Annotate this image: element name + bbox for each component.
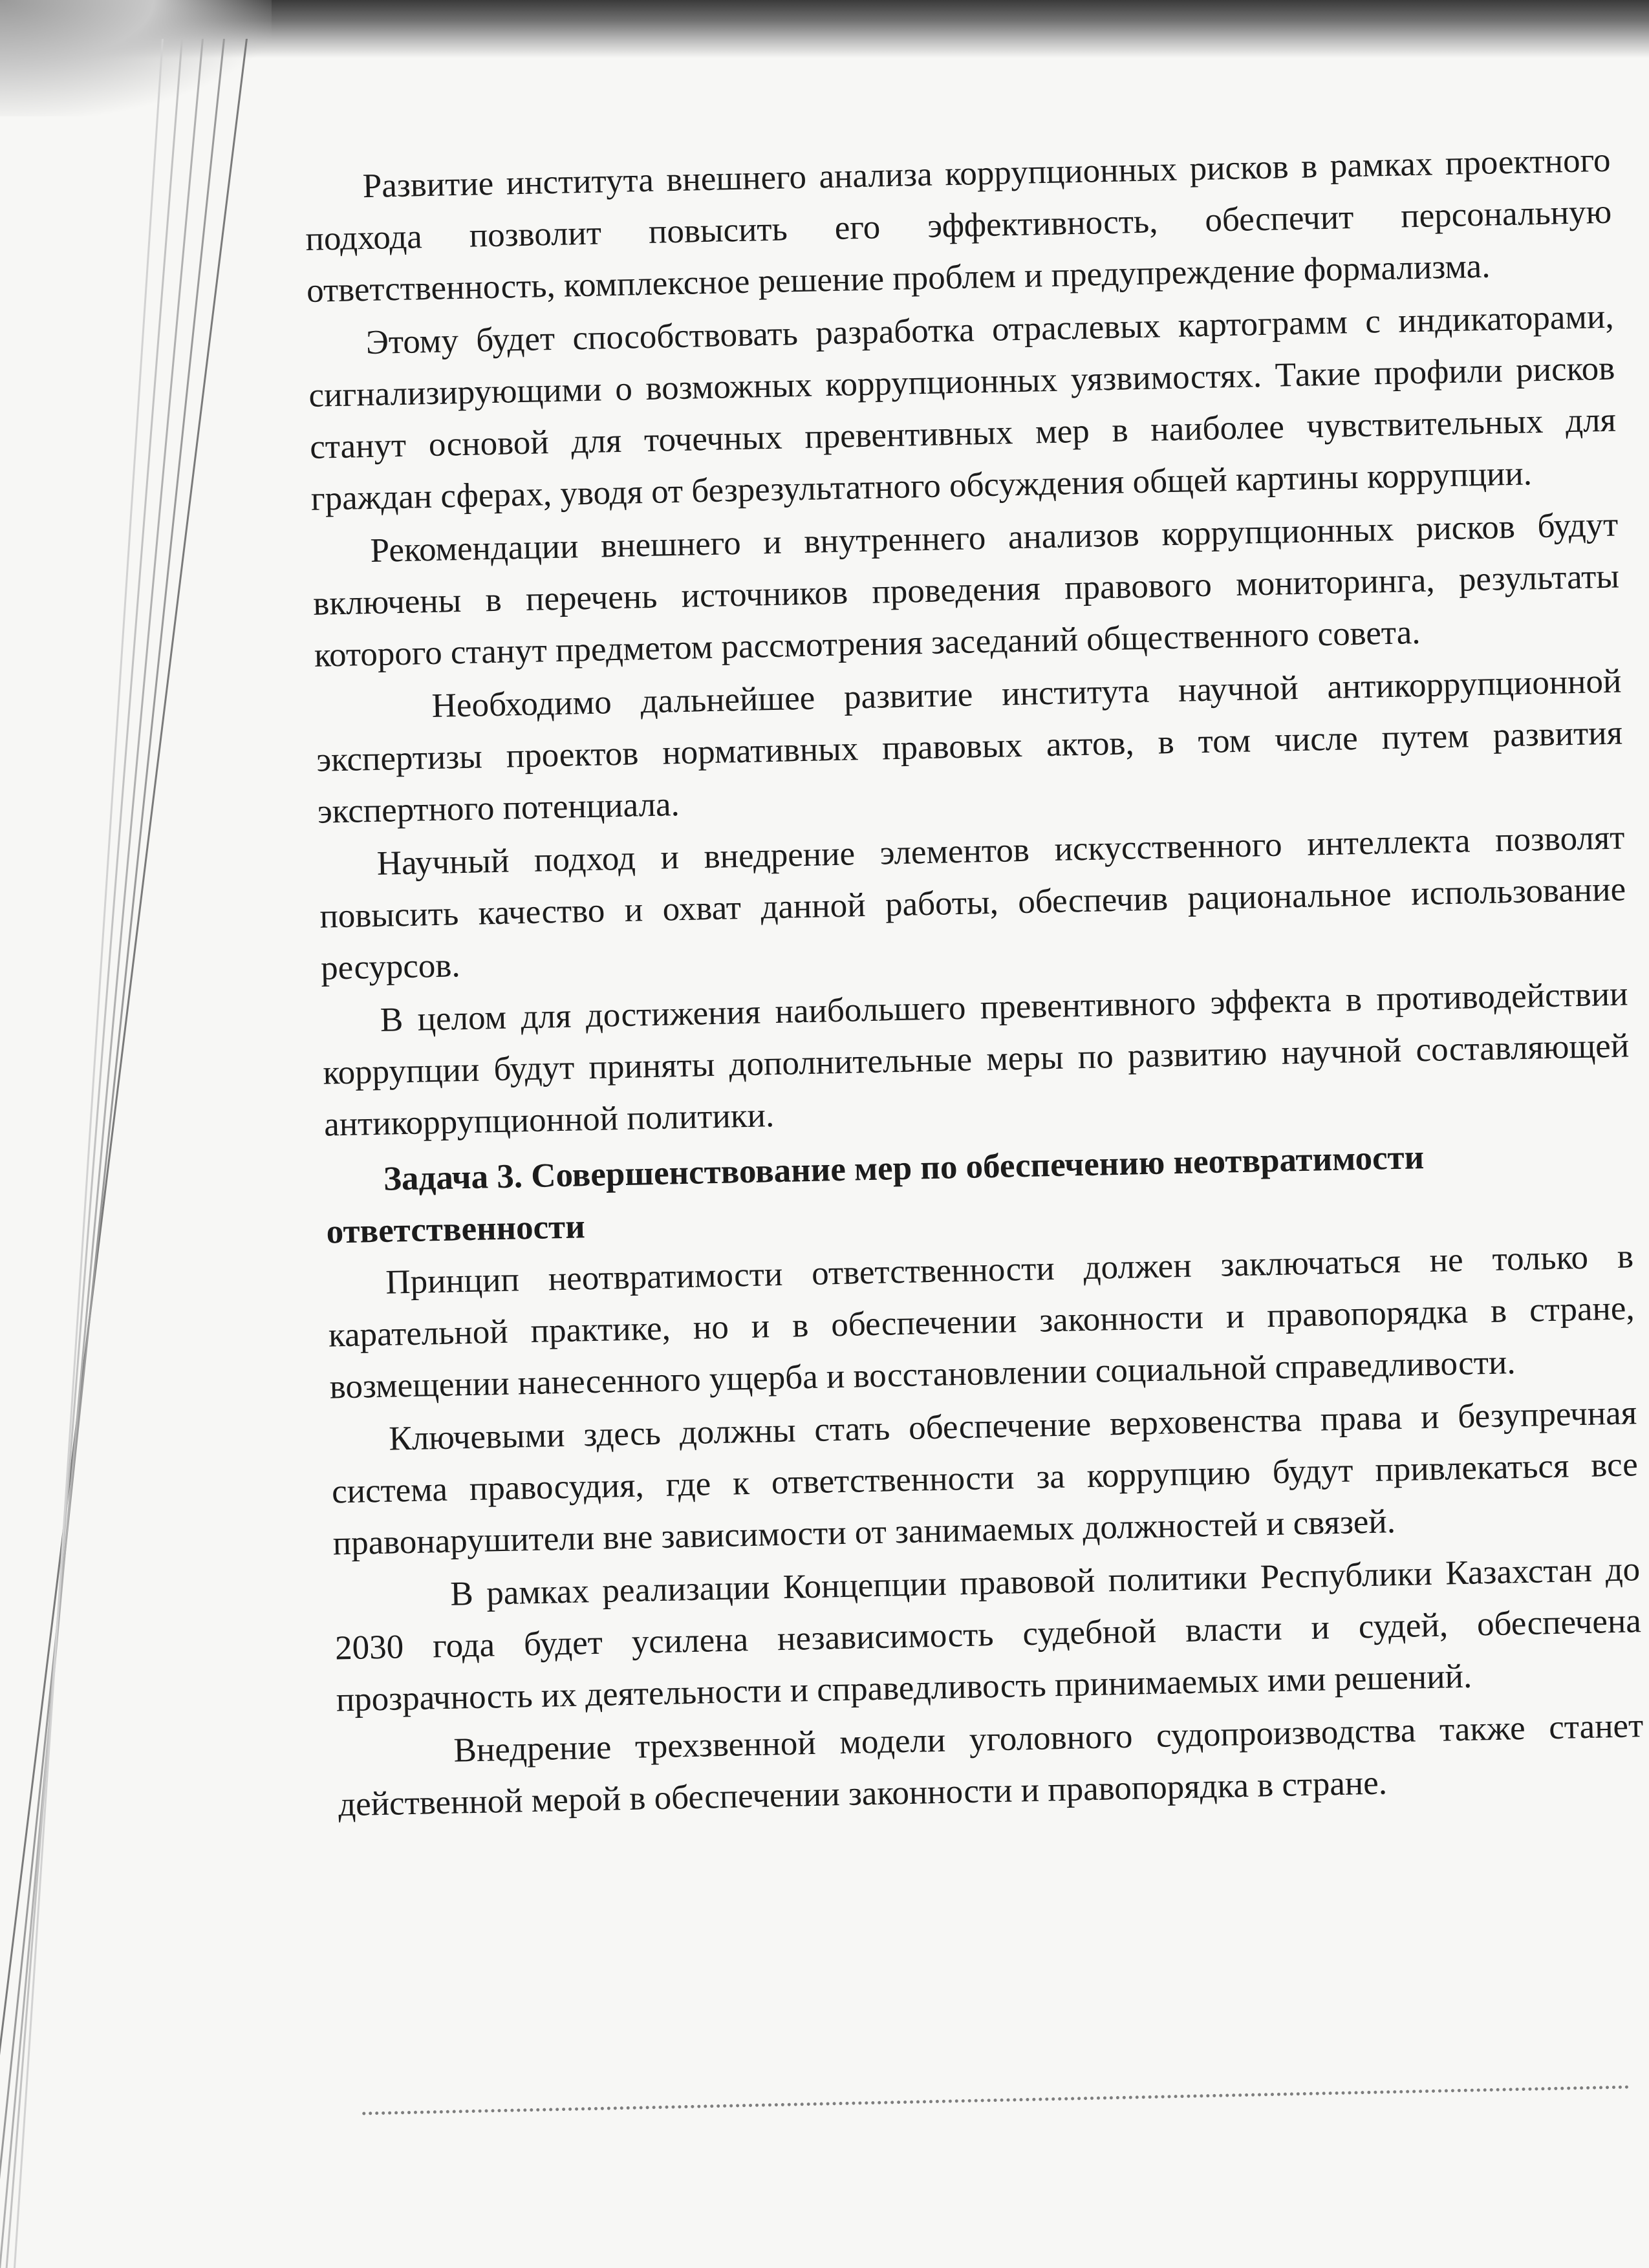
paragraph-external-analysis: Развитие института внешнего анализа коррупционных рисков в рамках проектного подхода позволит повысить его эффективность, обеспечит персональную ответственность, комплексное решение проблем и предупреждение формализма. xyxy=(305,141,1612,310)
paragraph-artificial-intelligence: Научный подход и внедрение элементов искусственного интеллекта позволят повысить качество и охват данной работы, обеспечив рациональное использование ресурсов. xyxy=(319,818,1626,987)
section-heading-task-3: Задача 3. Совершенствование мер по обеспечению неотвратимости ответственности xyxy=(326,1139,1425,1251)
paragraph-scientific-expertise: Необходимо дальнейшее развитие института научной антикоррупционной экспертизы проектов нормативных правовых актов, в том числе путем развития экспертного потенциала. xyxy=(316,662,1623,831)
paragraph-preventive-effect: В целом для достижения наибольшего превентивного эффекта в противодействии коррупции будут приняты дополнительные меры по развитию научной составляющей антикоррупционной политики. xyxy=(322,975,1630,1144)
folded-page-edges xyxy=(0,39,272,2268)
paragraph-recommendations: Рекомендации внешнего и внутреннего анализов коррупционных рисков будут включены в перечень источников проведения правового мониторинга, результаты которого станут предметом рассмотрения заседаний общественного совета. xyxy=(312,506,1620,674)
paragraph-legal-policy-concept: В рамках реализации Концепции правовой политики Республики Казахстан до 2030 года будет усилена независимость судебной власти и судей, обеспечена прозрачность их деятельности и справедливость принимаемых ими решений. xyxy=(334,1550,1642,1719)
paragraph-three-tier-model: Внедрение трехзвенной модели уголовного судопроизводства также станет действенной мерой в обеспечении законности и правопорядка в стране. xyxy=(338,1707,1644,1824)
paragraph-cartograms: Этому будет способствовать разработка отраслевых картограмм с индикаторами, сигнализирующими о возможных коррупционных уязвимостях. Такие профили рисков станут основой для точечных превентивных мер в наиболее чувствительных для граждан сферах, уводя от безрезультатного обсуждения общей картины коррупции. xyxy=(308,297,1617,518)
paragraph-inevitability-principle: Принцип неотвратимости ответственности должен заключаться не только в карательной практике, но и в обеспечении законности и правопорядка в стране, возмещении нанесенного ущерба и восстановлении социальной справедливости. xyxy=(328,1237,1635,1406)
page-edge xyxy=(0,39,164,2268)
paragraph-rule-of-law: Ключевыми здесь должны стать обеспечение верховенства права и безупречная система правосудия, где к ответственности за коррупцию будут привлекаться все правонарушители вне зависимости от занимаемых должностей и связей. xyxy=(331,1394,1639,1563)
document-body xyxy=(304,134,1649,2192)
